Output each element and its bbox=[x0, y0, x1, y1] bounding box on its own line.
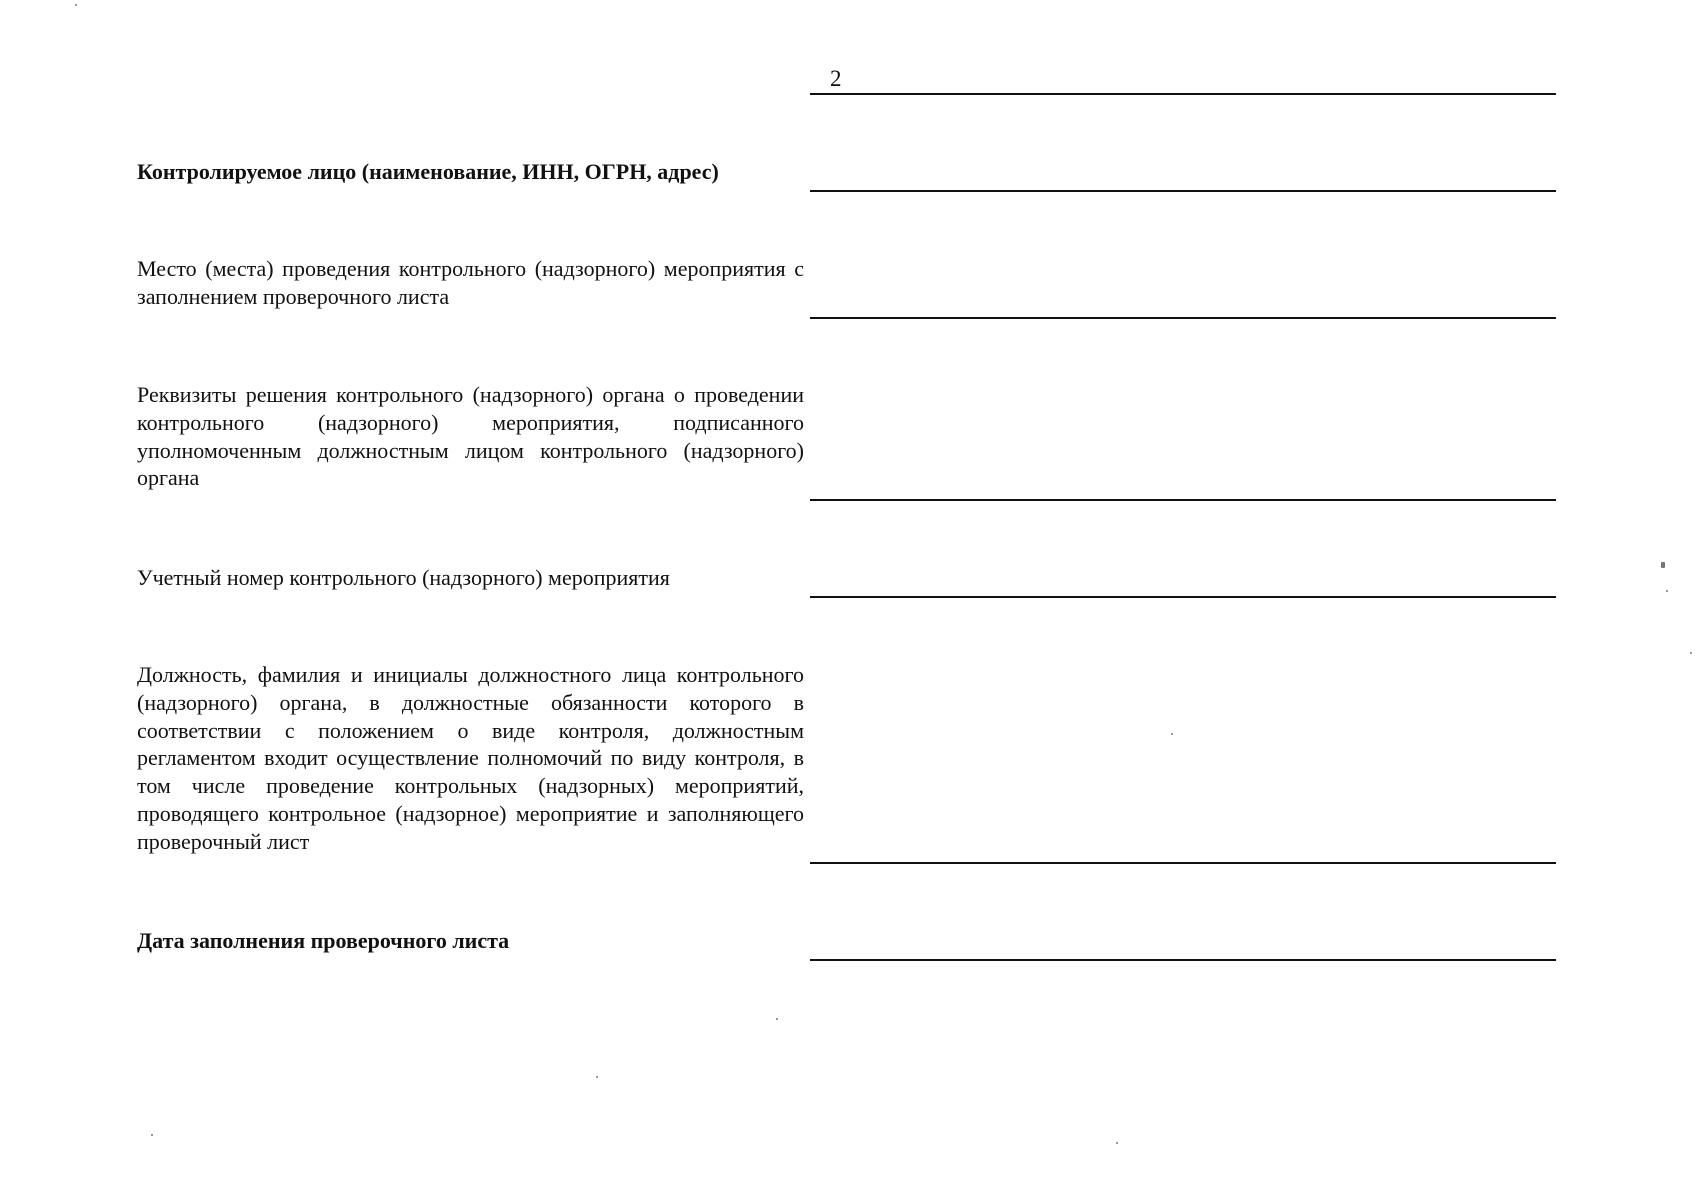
field-line-event-location[interactable] bbox=[810, 317, 1556, 319]
scan-speck bbox=[1690, 652, 1692, 654]
scan-speck bbox=[776, 1018, 778, 1020]
field-line-controlled-person[interactable] bbox=[810, 190, 1556, 192]
field-label-decision-details: Реквизиты решения контрольного (надзорного) органа о проведении контрольного (надзорного) мероприятия, подписанного уполномоченным должностным лицом контрольного (надзорного) органа bbox=[137, 382, 804, 491]
field-label-event-location: Место (места) проведения контрольного (надзорного) мероприятия с заполнением проверочного листа bbox=[137, 256, 804, 309]
field-line-official-position[interactable] bbox=[810, 862, 1556, 864]
field-label-controlled-person: Контролируемое лицо (наименование, ИНН, ОГРН, адрес) bbox=[137, 159, 719, 184]
field-line-decision-details[interactable] bbox=[810, 499, 1556, 501]
field-line-fill-date[interactable] bbox=[810, 959, 1556, 961]
scan-speck bbox=[596, 1076, 598, 1078]
field-label-fill-date: Дата заполнения проверочного листа bbox=[137, 928, 510, 953]
scan-speck bbox=[1171, 733, 1173, 735]
scan-speck bbox=[1116, 1142, 1118, 1144]
scan-speck bbox=[75, 4, 77, 6]
scan-speck bbox=[151, 1134, 153, 1136]
header-rule bbox=[810, 93, 1556, 95]
scan-speck bbox=[1666, 590, 1668, 592]
field-line-registration-number[interactable] bbox=[810, 596, 1556, 598]
field-label-registration-number: Учетный номер контрольного (надзорного) мероприятия bbox=[137, 565, 670, 590]
field-label-official-position: Должность, фамилия и инициалы должностного лица контрольного (надзорного) органа, в должностные обязанности которого в соответствии с положением о виде контроля, должностным регламентом входит осуществление полномочий по виду контроля, в том числе проведение контрольных (надзорных) мероприятий, проводящего контрольное (надзорное) мероприятие и заполняющего проверочный лист bbox=[137, 662, 804, 854]
scan-speck bbox=[1661, 562, 1665, 568]
page-number: 2 bbox=[830, 66, 842, 91]
